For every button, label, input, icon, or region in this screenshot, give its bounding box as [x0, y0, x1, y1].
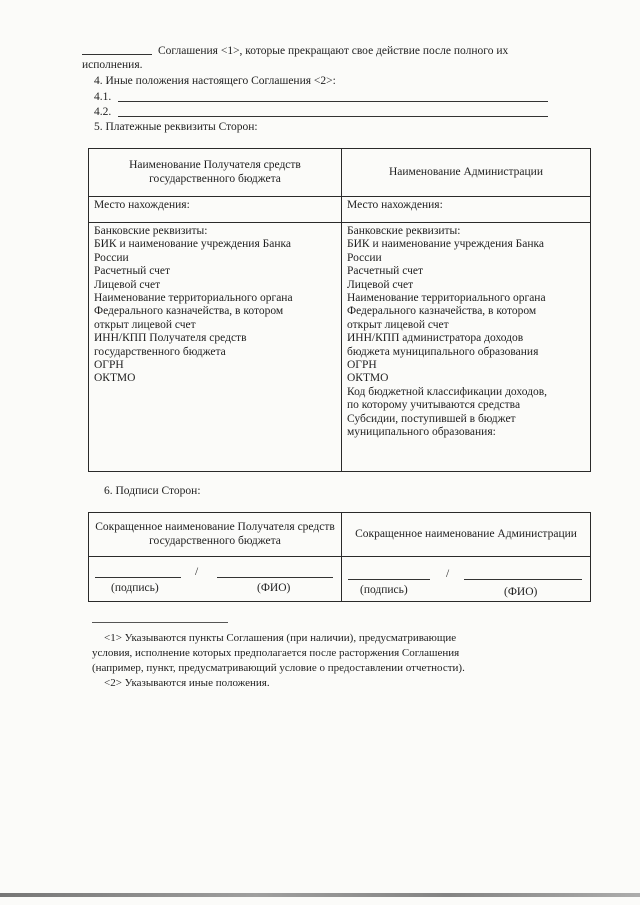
requisites-left-list — [94, 225, 336, 386]
requisite-line: Расчетный счет — [94, 265, 170, 278]
requisite-line: Код бюджетной классификации доходов, — [347, 385, 548, 398]
scan-edge — [0, 893, 640, 897]
requisite-line: ОКТМО — [347, 372, 389, 385]
signature-line — [95, 577, 181, 578]
location-right: Место нахождения: — [342, 197, 591, 223]
fio-line — [217, 577, 333, 578]
requisite-line: муниципального образования: — [347, 426, 496, 439]
requisite-line: ОГРН — [94, 359, 124, 372]
requisite-line: Субсидии, поступившей в бюджет — [347, 412, 516, 425]
signature-cell-left — [89, 557, 342, 602]
item-4-2-line — [118, 116, 548, 117]
requisite-line: Банковские реквизиты: — [347, 225, 461, 237]
fio-label: (ФИО) — [504, 586, 538, 598]
requisite-line: БИК и наименование учреждения Банка — [94, 238, 291, 251]
requisite-line: России — [94, 251, 129, 264]
sign-label: (подпись) — [111, 582, 159, 594]
sign-label: (подпись) — [360, 584, 408, 596]
requisites-header-left: Наименование Получателя средств государственного бюджета — [89, 149, 342, 197]
item-4-1-line — [118, 101, 548, 102]
requisite-line: Наименование территориального органа — [347, 292, 546, 305]
item-6-heading: 6. Подписи Сторон: — [104, 485, 201, 497]
fio-line — [464, 579, 582, 580]
signature-line — [348, 579, 430, 580]
item-4-1: 4.1. — [94, 91, 112, 103]
slash: / — [195, 566, 199, 578]
requisites-left — [89, 223, 342, 472]
footnote-1-line-2: условия, исполнение которых предполагается после расторжения Соглашения — [92, 647, 460, 659]
footnote-separator — [92, 622, 228, 623]
requisite-line: ИНН/КПП Получателя средств — [94, 332, 247, 345]
agreement-text: Соглашения <1>, которые прекращают свое действие после полного их — [158, 45, 509, 57]
item-4-2: 4.2. — [94, 106, 112, 118]
item-5-heading: 5. Платежные реквизиты Сторон: — [94, 121, 258, 133]
requisites-right-list — [347, 225, 585, 440]
requisite-line: Федерального казначейства, в котором — [347, 305, 537, 318]
signature-header-left: Сокращенное наименование Получателя средств государственного бюджета — [89, 513, 342, 557]
requisite-line: Федерального казначейства, в котором — [94, 305, 284, 318]
requisites-header-right: Наименование Администрации — [342, 149, 591, 197]
requisite-line: Наименование территориального органа — [94, 292, 293, 305]
signature-header-right: Сокращенное наименование Администрации — [342, 513, 591, 557]
footnote-1-line-3: (например, пункт, предусматривающий условие о предоставлении отчетности). — [92, 662, 465, 674]
footnote-2: <2> Указываются иные положения. — [104, 677, 270, 689]
requisite-line: открыт лицевой счет — [347, 318, 449, 331]
requisite-line: Банковские реквизиты: — [94, 225, 208, 237]
item-4-heading: 4. Иные положения настоящего Соглашения <2>: — [94, 75, 336, 87]
blank-line — [82, 54, 152, 55]
requisite-line: бюджета муниципального образования — [347, 345, 539, 358]
requisite-line: России — [347, 251, 382, 264]
requisite-line: Лицевой счет — [94, 278, 161, 291]
signature-table — [88, 512, 591, 602]
requisite-line: по которому учитываются средства — [347, 399, 521, 412]
location-left: Место нахождения: — [89, 197, 342, 223]
footnote-1-line-1: <1> Указываются пункты Соглашения (при наличии), предусматривающие — [104, 632, 457, 644]
requisite-line: ОГРН — [347, 359, 377, 372]
requisite-line: Лицевой счет — [347, 278, 414, 291]
requisites-right — [342, 223, 591, 472]
requisite-line: ИНН/КПП администратора доходов — [347, 332, 524, 345]
fio-label: (ФИО) — [257, 582, 291, 594]
requisite-line: БИК и наименование учреждения Банка — [347, 238, 544, 251]
signature-cell-right — [342, 557, 591, 602]
requisite-line: открыт лицевой счет — [94, 318, 196, 331]
slash: / — [446, 568, 450, 580]
agreement-text-end: исполнения. — [82, 59, 143, 71]
requisite-line: Расчетный счет — [347, 265, 423, 278]
requisite-line: ОКТМО — [94, 372, 136, 385]
requisite-line: государственного бюджета — [94, 345, 226, 358]
requisites-table — [88, 148, 591, 472]
